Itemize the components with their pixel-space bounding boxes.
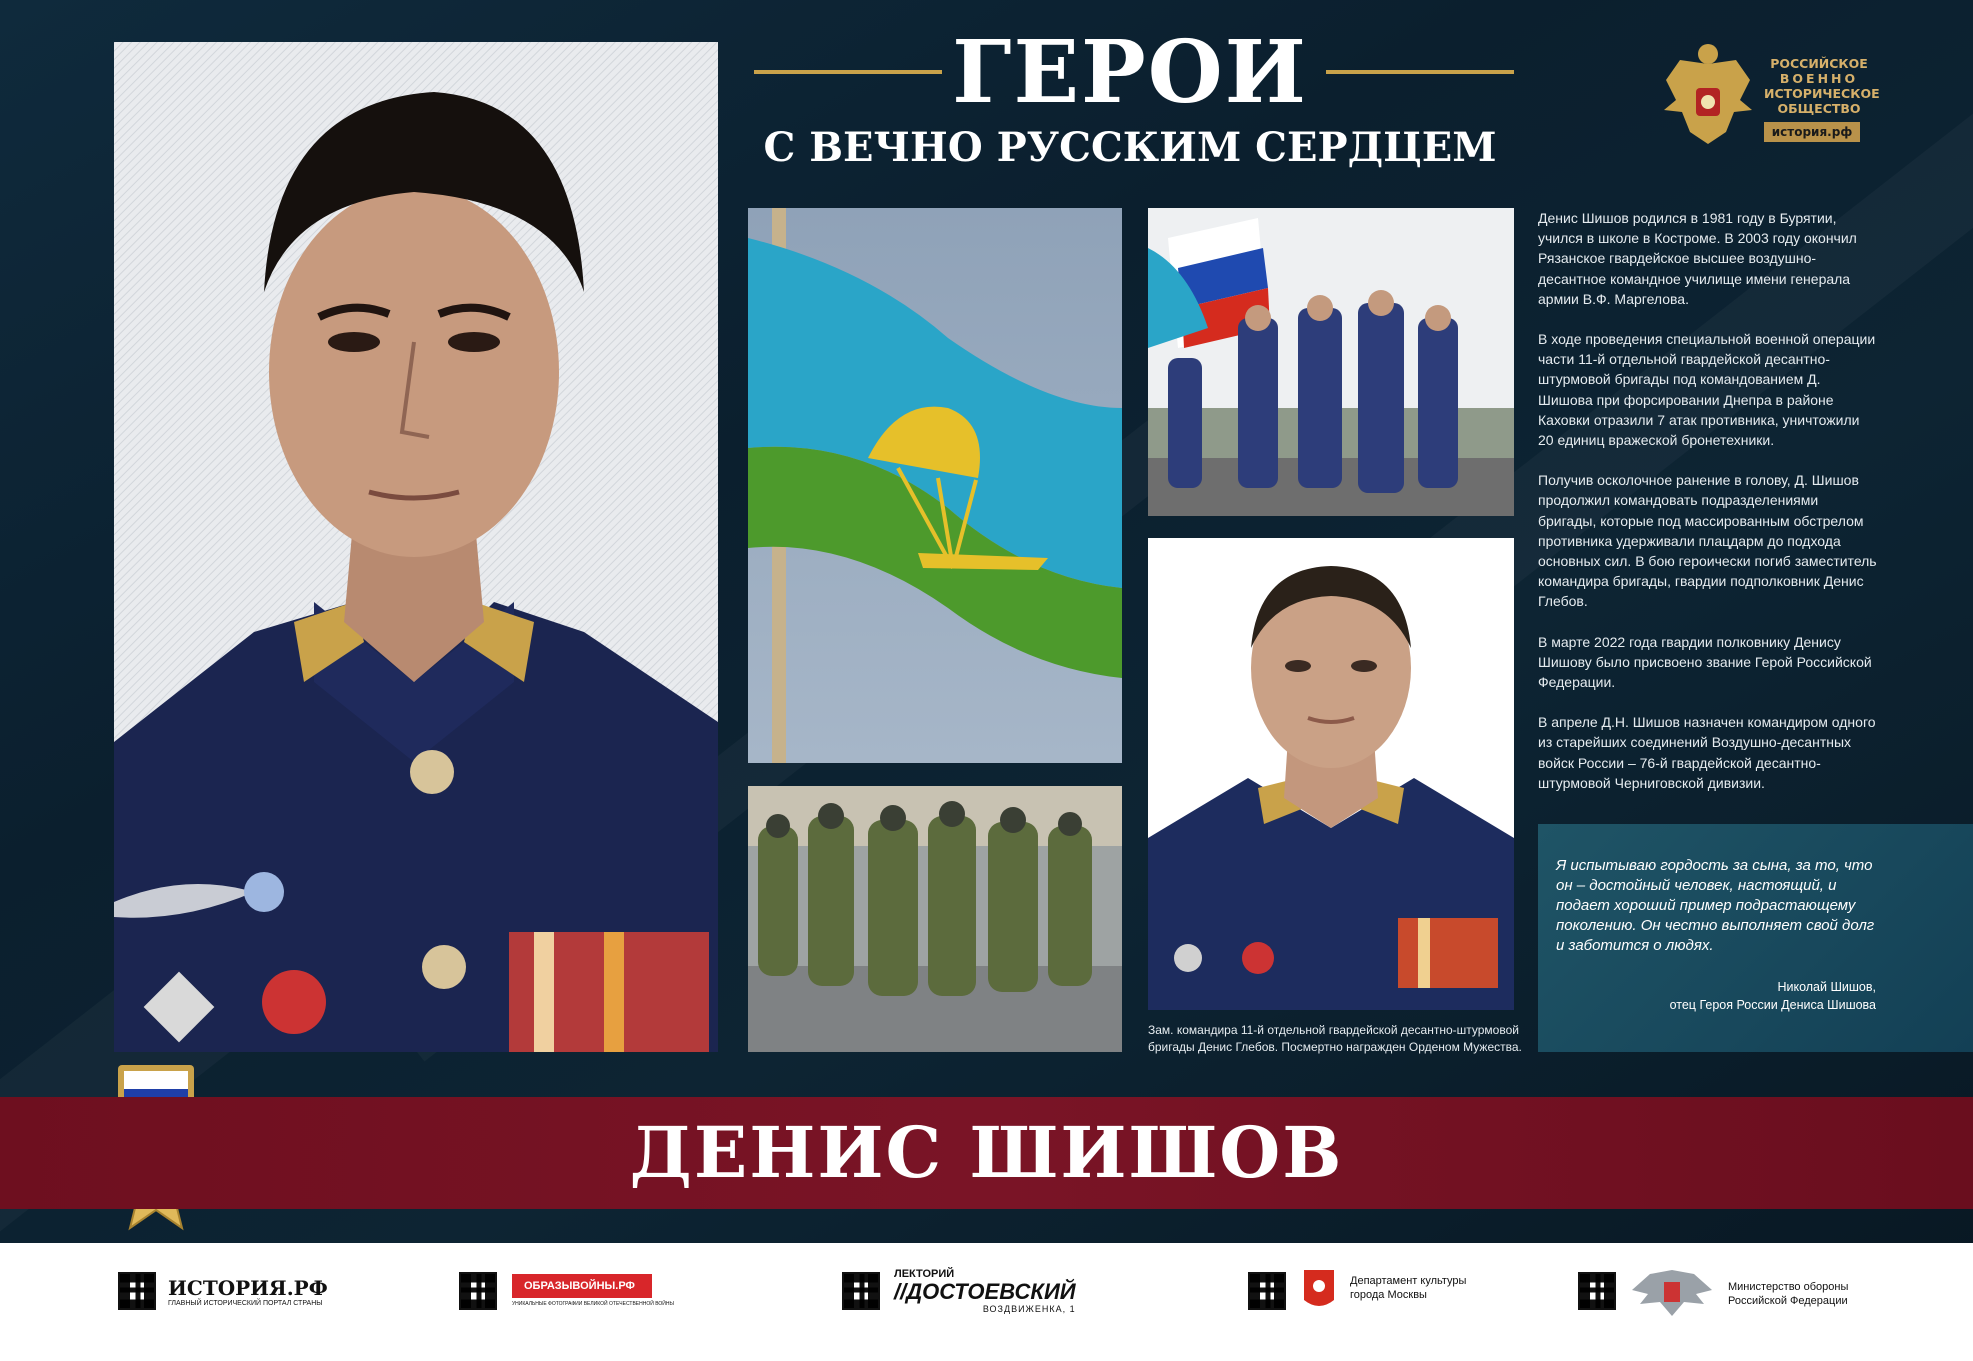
partner-top: ЛЕКТОРИЙ: [894, 1268, 955, 1280]
photo-caption: Зам. командира 11-й отдельной гвардейской десантно-штурмовой бригады Денис Глебов. Посмертно награжден Орденом Мужества.: [1148, 1023, 1522, 1054]
hero-name: ДЕНИС ШИШОВ: [629, 1111, 1344, 1194]
bio-paragraph: В апреле Д.Н. Шишов назначен командиром одного из старейших соединений Воздушно-десантных войск России – 76-й гвардейской десантно-штурмовой Черниговской дивизии.: [1538, 714, 1876, 791]
glebov-portrait-photo: [1148, 538, 1514, 1010]
bio-paragraph: Получив осколочное ранение в голову, Д. Шишов продолжил командовать подразделениями бригады, которые под массированным обстрелом противника удерживали плацдарм до подхода основных сил. В бою героически погиб заместитель командира бригады, гвардии подполковник Денис Глебов.: [1538, 472, 1877, 610]
bio-paragraph: В марте 2022 года гвардии полковнику Денису Шишову было присвоено звание Герой Российской Федерации.: [1538, 633, 1872, 691]
qr-code-icon[interactable]: [842, 1272, 880, 1310]
quote-text: Я испытываю гордость за сына, за то, что он – достойный человек, настоящий, и подает хороший пример подрастающему поколению. Он честно выполняет свой долг и заботится о людях.: [1556, 857, 1875, 954]
portrait-illustration: [114, 42, 718, 1052]
logo-line: ОБЩЕСТВО: [1777, 101, 1861, 116]
qr-code-icon[interactable]: [1248, 1272, 1286, 1310]
logo-line: РОССИЙСКОЕ: [1770, 56, 1868, 71]
partner-subtitle: УНИКАЛЬНЫЕ ФОТОГРАФИИ ВЕЛИКОЙ ОТЕЧЕСТВЕННОЙ ВОЙНЫ: [512, 1301, 674, 1307]
rvio-logo-text: [1764, 56, 1880, 116]
partner-title: ОБРАЗЫВОЙНЫ.РФ: [512, 1274, 652, 1298]
quote-author: [1600, 978, 1876, 1014]
partner-moscow-culture[interactable]: [1350, 1274, 1480, 1302]
partner-dostoevsky[interactable]: [894, 1268, 1076, 1314]
eagle-emblem-icon: [1660, 40, 1756, 150]
bio-paragraph: Денис Шишов родился в 1981 году в Бурятии, учился в школе в Костроме. В 2003 году окончил Рязанское гвардейское высшее воздушно-десантное командное училище имени генерала армии В.Ф. Маргелова.: [1538, 210, 1857, 307]
rvio-logo-badge: история.рф: [1764, 122, 1860, 142]
soldiers-march-photo: [748, 786, 1122, 1052]
partner-title: //ДОСТОЕВСКИЙ: [894, 1279, 1076, 1304]
biography-text: [1538, 208, 1878, 813]
quote-author-name: Николай Шишов,: [1777, 980, 1876, 994]
qr-code-icon[interactable]: [459, 1272, 497, 1310]
partner-subtitle: ГЛАВНЫЙ ИСТОРИЧЕСКИЙ ПОРТАЛ СТРАНЫ: [168, 1300, 323, 1307]
logo-line: ВОЕННО: [1779, 71, 1859, 86]
partner-title: Департамент культуры города Москвы: [1350, 1275, 1467, 1301]
partner-obrazy-voiny[interactable]: [512, 1274, 674, 1307]
bio-paragraph: В ходе проведения специальной военной операции части 11-й отдельной гвардейской десантно-штурмовой бригады под командованием Д. Шишова при форсировании Днепра в районе Каховки отразили 7 атак противника, уничтожили 20 единиц вражеской бронетехники.: [1538, 331, 1876, 449]
moscow-emblem-icon: [1304, 1270, 1334, 1312]
logo-line: ИСТОРИЧЕСКОЕ: [1764, 86, 1880, 101]
partner-istoriya[interactable]: [168, 1276, 328, 1307]
vdv-flag-photo: [748, 208, 1122, 763]
partner-title: Министерство обороны Российской Федерации: [1728, 1281, 1849, 1307]
main-portrait-photo: [114, 42, 718, 1052]
mod-eagle-icon: [1630, 1264, 1714, 1320]
qr-code-icon[interactable]: [1578, 1272, 1616, 1310]
page-subtitle: С ВЕЧНО РУССКИМ СЕРДЦЕМ: [763, 124, 1497, 171]
quote-author-role: отец Героя России Дениса Шишова: [1669, 998, 1876, 1012]
page-title: ГЕРОИ: [952, 22, 1308, 123]
qr-code-icon[interactable]: [118, 1272, 156, 1310]
parade-flag-photo: [1148, 208, 1514, 516]
partner-title: ИСТОРИЯ.РФ: [168, 1276, 328, 1300]
partner-subtitle: ВОЗДВИЖЕНКА, 1: [982, 1304, 1076, 1314]
partner-mod[interactable]: [1728, 1280, 1868, 1308]
